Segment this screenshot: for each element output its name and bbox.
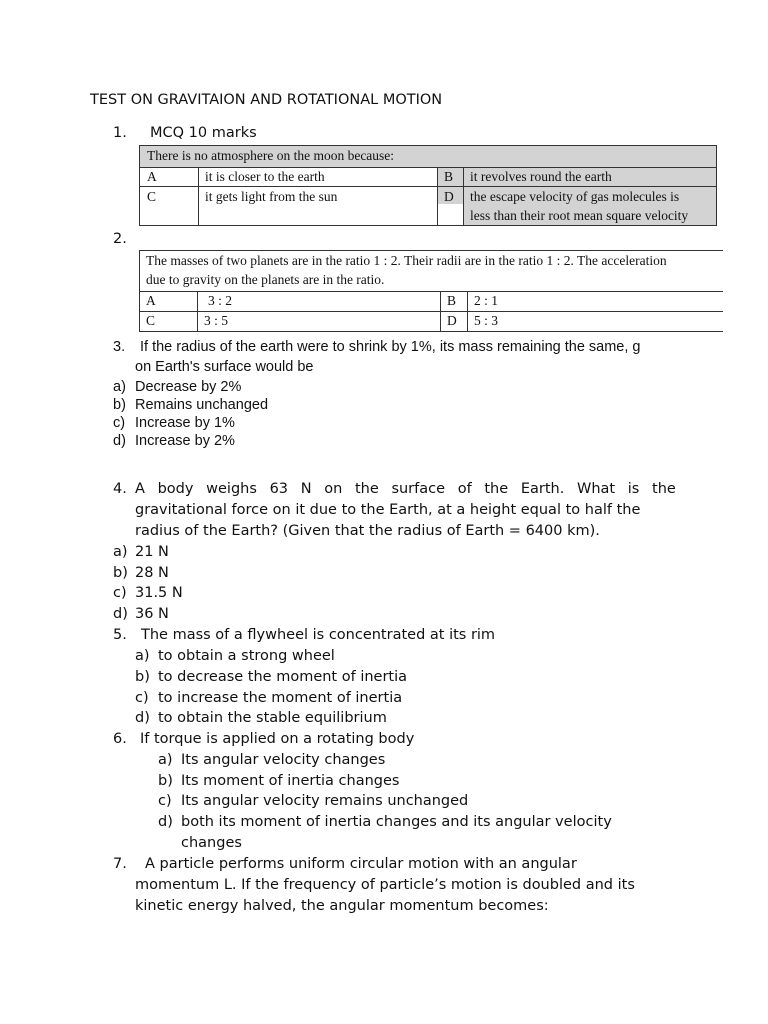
q5-option-b-label: b) (135, 669, 150, 685)
q4-word: is (627, 481, 640, 497)
q4-word: N (300, 481, 312, 497)
q2-option-d-text: 5 : 3 (474, 313, 499, 328)
q4-word: A (135, 481, 145, 497)
q3-option-b-text: Remains unchanged (135, 397, 269, 413)
q5-option-a-text: to obtain a strong wheel (158, 648, 335, 664)
q4-option-c-label: c) (113, 585, 127, 601)
q2-question-line-2: due to gravity on the planets are in the ratio. (146, 272, 385, 287)
q6-option-d-label: d) (158, 814, 173, 830)
q2-option-c-text: 3 : 5 (204, 313, 229, 328)
q3-question-line-1: If the radius of the earth were to shrink by 1%, its mass remaining the same, g (140, 339, 641, 355)
q6-option-d-continuation: changes (181, 835, 242, 851)
q2-option-a-label: A (146, 293, 156, 308)
q6-number: 6. (113, 731, 127, 747)
q4-word: What (577, 481, 616, 497)
q4-option-a-label: a) (113, 544, 128, 560)
q6-option-d-text: both its moment of inertia changes and its angular velocity (181, 814, 612, 830)
q7-number: 7. (113, 856, 127, 872)
q2-option-d-label: D (447, 313, 457, 328)
q4-option-b-label: b) (113, 565, 128, 581)
q4-option-c-text: 31.5 N (135, 585, 183, 601)
q1-option-c-label: C (147, 189, 157, 204)
q7-question-line-3: kinetic energy halved, the angular momentum becomes: (135, 898, 549, 914)
q1-option-d-text-2: less than their root mean square velocity (470, 208, 689, 223)
q3-option-c-text: Increase by 1% (135, 415, 235, 431)
q3-option-d-label: d) (113, 433, 126, 449)
q1-heading: MCQ 10 marks (150, 125, 257, 141)
q6-question: If torque is applied on a rotating body (140, 731, 415, 747)
q2-number: 2. (113, 231, 127, 247)
q4-number: 4. (113, 481, 127, 497)
q4-word: Earth. (520, 481, 565, 497)
q5-option-c-label: c) (135, 690, 149, 706)
q5-option-d-label: d) (135, 710, 150, 726)
q7-question-line-2: momentum L. If the frequency of particle’s motion is doubled and its (135, 877, 635, 893)
q5-number: 5. (113, 627, 127, 643)
q1-option-a-label: A (147, 169, 157, 184)
q3-option-c-label: c) (113, 415, 126, 431)
q1-option-d-label: D (444, 189, 454, 204)
q3-number: 3. (113, 339, 126, 355)
q6-option-c-text: Its angular velocity remains unchanged (181, 793, 469, 809)
q5-option-b-text: to decrease the moment of inertia (158, 669, 408, 685)
q1-option-b-text: it revolves round the earth (470, 169, 612, 184)
q4-word: 63 (269, 481, 289, 497)
q4-word: the (354, 481, 379, 497)
q6-option-b-label: b) (158, 773, 173, 789)
q1-option-d-text-1: the escape velocity of gas molecules is (470, 189, 680, 204)
q4-word: the (484, 481, 509, 497)
q3-option-a-text: Decrease by 2% (135, 379, 242, 395)
q4-word: body (157, 481, 194, 497)
q5-option-c-text: to increase the moment of inertia (158, 690, 403, 706)
q5-option-d-text: to obtain the stable equilibrium (158, 710, 387, 726)
q3-option-a-label: a) (113, 379, 126, 395)
q1-question: There is no atmosphere on the moon because: (147, 148, 395, 163)
q5-question: The mass of a flywheel is concentrated at its rim (141, 627, 496, 643)
q5-option-a-label: a) (135, 648, 150, 664)
q6-option-a-label: a) (158, 752, 173, 768)
q3-option-d-text: Increase by 2% (135, 433, 235, 449)
q2-option-a-text: 3 : 2 (208, 293, 233, 308)
q1-option-a-text: it is closer to the earth (205, 169, 325, 184)
q4-question-line-1 (135, 481, 676, 497)
q4-option-d-text: 36 N (135, 606, 169, 622)
q1-option-c-text: it gets light from the sun (205, 189, 338, 204)
q1-number: 1. (113, 125, 127, 141)
page-title: TEST ON GRAVITAION AND ROTATIONAL MOTION (90, 92, 443, 108)
q2-option-c-label: C (146, 313, 156, 328)
q2-option-b-label: B (447, 293, 457, 308)
q3-question-line-2: on Earth's surface would be (135, 359, 314, 375)
q2-option-b-text: 2 : 1 (474, 293, 499, 308)
q6-option-c-label: c) (158, 793, 172, 809)
q7-question-line-1: A particle performs uniform circular motion with an angular (145, 856, 577, 872)
q2-question-line-1: The masses of two planets are in the ratio 1 : 2. Their radii are in the ratio 1 : 2. The acceleration (146, 253, 667, 268)
q4-option-a-text: 21 N (135, 544, 169, 560)
q1-option-b-label: B (444, 169, 454, 184)
q4-option-b-text: 28 N (135, 565, 169, 581)
q3-option-b-label: b) (113, 397, 126, 413)
q4-question-line-3: radius of the Earth? (Given that the radius of Earth = 6400 km). (135, 523, 600, 539)
q4-option-d-label: d) (113, 606, 128, 622)
q4-word: the (652, 481, 676, 497)
q4-word: weighs (206, 481, 257, 497)
q4-word: surface (391, 481, 446, 497)
q6-option-b-text: Its moment of inertia changes (181, 773, 400, 789)
q6-option-a-text: Its angular velocity changes (181, 752, 386, 768)
q4-word: on (324, 481, 343, 497)
q4-word: of (457, 481, 472, 497)
q4-question-line-2: gravitational force on it due to the Earth, at a height equal to half the (135, 502, 641, 518)
